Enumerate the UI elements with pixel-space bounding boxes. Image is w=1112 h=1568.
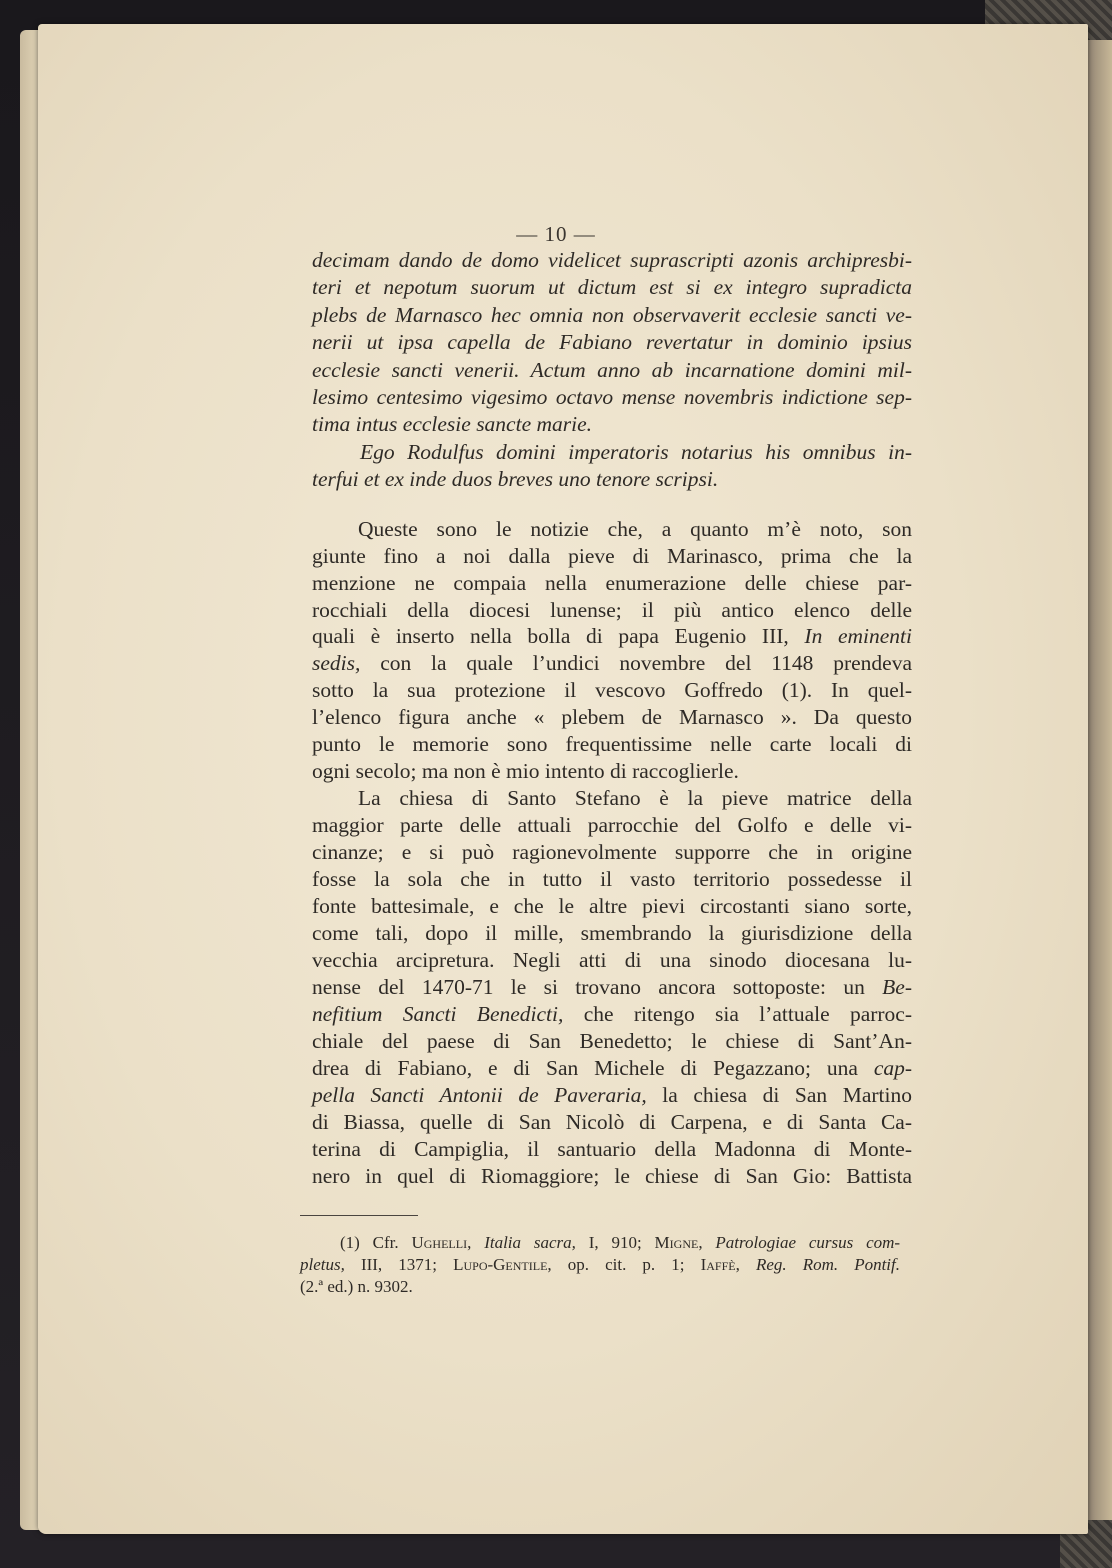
citation-ref: (2.ª ed.) n. 9302.	[300, 1277, 413, 1296]
latin-line: ecclesie sancti venerii. Actum anno ab incarnatione domini mil-	[312, 357, 912, 382]
text-line	[312, 1055, 912, 1082]
text-segment: che ritengo sia l’attuale parroc-	[583, 1001, 913, 1026]
latin-line: plebs de Marnasco hec omnia non observaverit ecclesie sancti ve-	[312, 302, 912, 327]
text-line: La chiesa di Santo Stefano è la pieve matrice della	[358, 786, 912, 811]
text-line	[312, 650, 912, 677]
latin-term: nefitium Sancti Benedicti,	[312, 1001, 564, 1026]
text-line: fosse la sola che in tutto il vasto territorio possedesse il	[312, 867, 912, 892]
page-number: — 10 —	[516, 222, 596, 246]
text-line: Queste sono le notizie che, a quanto m’è noto, son	[358, 516, 912, 541]
text-line: cinanze; e si può ragionevolmente supporre che in origine	[312, 840, 912, 865]
author-name: Lupo-Gentile,	[453, 1255, 552, 1274]
bull-title: In eminenti	[804, 624, 912, 649]
text-line: maggior parte delle attuali parrocchie del Golfo e delle vi-	[312, 813, 912, 838]
text-line: come tali, dopo il mille, smembrando la giurisdizione della	[312, 920, 912, 945]
work-title: pletus,	[300, 1255, 345, 1274]
text-line	[312, 1082, 912, 1109]
bull-title: sedis,	[312, 651, 361, 676]
latin-line: tima intus ecclesie sancte marie.	[312, 412, 593, 437]
work-title: Patrologiae cursus com-	[715, 1233, 901, 1252]
citation-ref: I, 910;	[588, 1233, 642, 1252]
text-line	[312, 1001, 912, 1028]
latin-term: Be-	[882, 974, 912, 999]
latin-line: teri et nepotum suorum ut dictum est si ex integro supradicta	[312, 275, 912, 300]
author-name: Migne,	[654, 1233, 703, 1252]
text-line: nero in quel di Riomaggiore; le chiese di San Gio: Battista	[312, 1163, 912, 1188]
latin-line: decimam dando de domo videlicet suprascripti azonis archipresbi-	[312, 248, 912, 272]
citation-ref: op. cit. p. 1;	[567, 1255, 685, 1274]
footnote	[300, 1232, 900, 1298]
text-line: l’elenco figura anche « plebem de Marnasco ». Da questo	[312, 705, 912, 730]
author-name: Ughelli,	[411, 1233, 472, 1252]
citation-ref: III, 1371;	[360, 1255, 437, 1274]
work-title: Italia sacra,	[484, 1233, 576, 1252]
text-line: chiale del paese di San Benedetto; le chiese di Sant’An-	[312, 1028, 912, 1053]
paragraph-santo-stefano	[312, 785, 912, 1189]
footnote-line	[300, 1254, 900, 1276]
text-line: punto le memorie sono frequentissime nelle carte locali di	[312, 732, 912, 757]
footnote-line	[300, 1276, 900, 1298]
notary-subscription-line: terfui et ex inde duos breves uno tenore scripsi.	[312, 467, 719, 492]
paragraph-marinasco	[312, 516, 912, 786]
text-line: sotto la sua protezione il vescovo Goffredo (1). In quel-	[312, 678, 912, 703]
text-line: di Biassa, quelle di San Nicolò di Carpena, e di Santa Ca-	[312, 1109, 912, 1134]
text-line: menzione ne compaia nella enumerazione delle chiese par-	[312, 570, 912, 595]
text-segment: nense del 1470-71 le si trovano ancora sottoposte: un	[312, 974, 865, 999]
latin-term: pella Sancti Antonii de Paveraria,	[312, 1082, 647, 1107]
text-line: giunte fino a noi dalla pieve di Marinasco, prima che la	[312, 543, 912, 568]
main-text	[312, 247, 912, 1189]
latin-line: lesimo centesimo vigesimo octavo mense novembris indictione sep-	[312, 385, 912, 410]
latin-line: nerii ut ipsa capella de Fabiano revertatur in dominio ipsius	[312, 330, 912, 355]
text-line: terina di Campiglia, il santuario della Madonna di Monte-	[312, 1136, 912, 1161]
footnote-marker: (1) Cfr.	[340, 1233, 399, 1252]
text-segment: quali è inserto nella bolla di papa Eugenio III,	[312, 624, 789, 649]
text-segment: la chiesa di San Martino	[662, 1082, 912, 1107]
text-line: fonte battesimale, e che le altre pievi circostanti siano sorte,	[312, 894, 912, 918]
text-segment: drea di Fabiano, e di San Michele di Pegazzano; una	[312, 1055, 858, 1080]
text-line: rocchiali della diocesi lunense; il più antico elenco delle	[312, 597, 912, 622]
text-line	[312, 974, 912, 1001]
text-line: vecchia arcipretura. Negli atti di una sinodo diocesana lu-	[312, 947, 912, 972]
text-line: ogni secolo; ma non è mio intento di raccoglierle.	[312, 759, 739, 784]
notary-subscription-line: Ego Rodulfus domini imperatoris notarius his omnibus in-	[360, 439, 912, 464]
latin-term: cap-	[873, 1055, 913, 1080]
author-name: Iaffè,	[700, 1255, 740, 1274]
text-line	[312, 623, 912, 650]
work-title: Reg. Rom. Pontif.	[755, 1255, 901, 1274]
footnote-rule	[300, 1215, 418, 1216]
text-segment: con la quale l’undici novembre del 1148 prendeva	[380, 651, 913, 676]
footnote-line	[300, 1232, 900, 1254]
latin-charter-excerpt	[312, 247, 912, 494]
